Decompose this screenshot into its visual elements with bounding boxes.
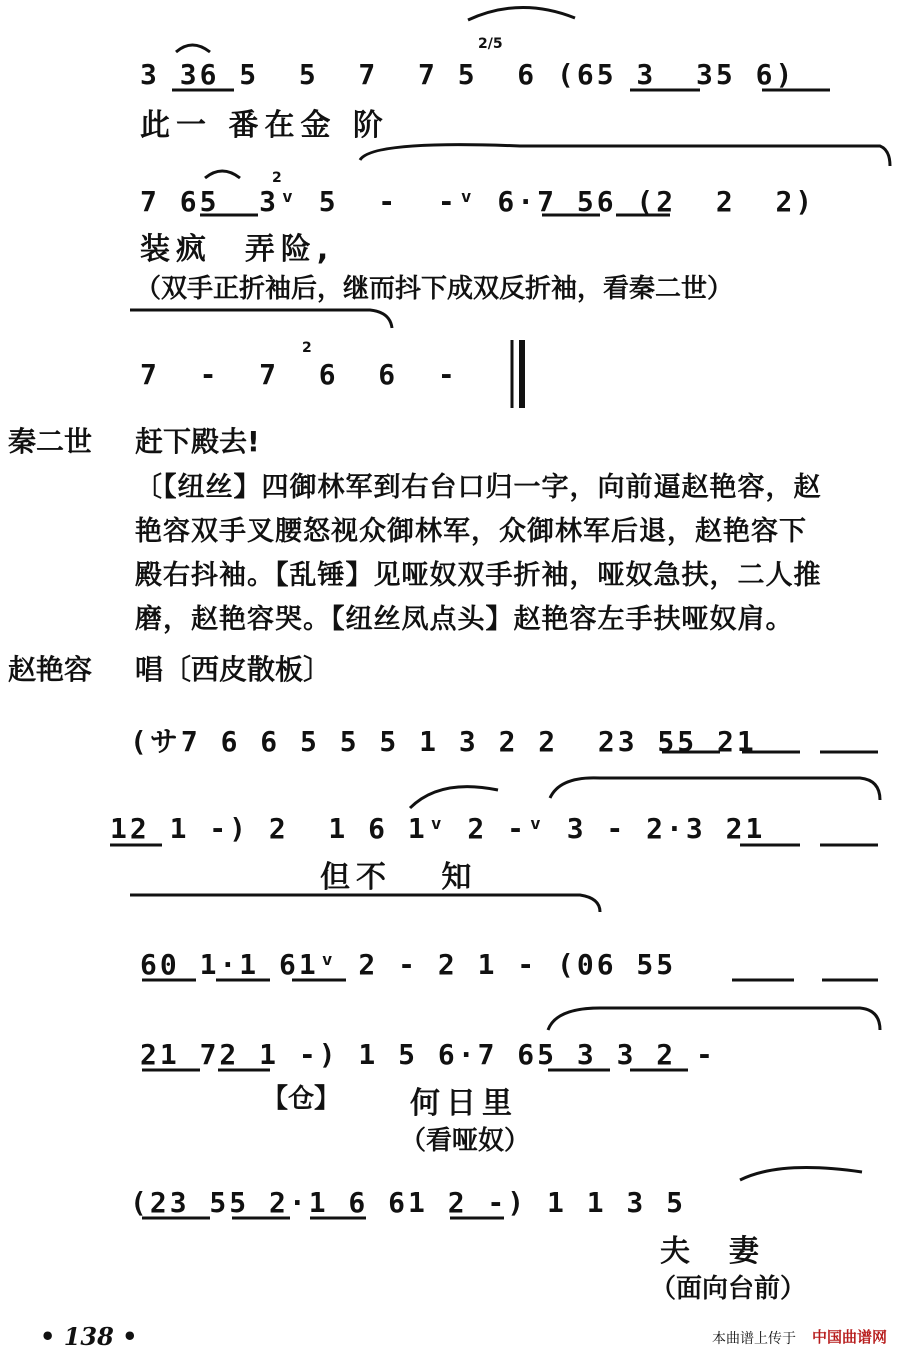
grace-note-3: 2 bbox=[302, 340, 312, 356]
lyric-line-1: 此一 番在金 阶 bbox=[140, 108, 389, 143]
direction-line-4: 磨，赵艳容哭。【纽丝凤点头】赵艳容左手扶哑奴肩。 bbox=[135, 604, 794, 635]
speaker-qin-ershi: 秦二世 bbox=[8, 425, 93, 458]
slur-6 bbox=[410, 787, 498, 808]
grace-note-1: 2/5 bbox=[478, 36, 503, 52]
notation-line-7: 21 72 1 -) 1 5 6·7 65 3 3 2 - bbox=[140, 1038, 716, 1071]
lyric-line-7: 何日里 bbox=[410, 1086, 518, 1121]
site-logo: 中国曲谱网 bbox=[812, 1328, 888, 1346]
direction-line-1: 〔【纽丝】四御林军到右台口归一字，向前逼赵艳容，赵 bbox=[135, 472, 822, 503]
notation-line-8: (23 55 2·1 6 61 2 -) 1 1 3 5 bbox=[130, 1186, 687, 1219]
grace-note-2: 2 bbox=[272, 170, 282, 186]
percussion-mark: 【仓】 bbox=[262, 1084, 341, 1114]
dialogue-line-1: 赶下殿去! bbox=[135, 425, 260, 458]
upload-credit: 本曲谱上传于 bbox=[712, 1331, 796, 1347]
lyric-line-2: 装疯 弄险, bbox=[140, 232, 335, 267]
slur-4 bbox=[205, 171, 240, 178]
stage-direction-2: （看哑奴） bbox=[400, 1126, 531, 1156]
notation-line-5: 12 1 -) 2 1 6 1ᵛ 2 -ᵛ 3 - 2·3 21 bbox=[110, 812, 766, 845]
slur-2 bbox=[176, 45, 210, 52]
slur-5 bbox=[130, 310, 392, 328]
page-number: • 138 • bbox=[40, 1322, 138, 1351]
notation-line-1: 3 36 5 5 7 7 5 6 (65 3 35 6) bbox=[140, 58, 796, 91]
slur-3 bbox=[360, 145, 890, 166]
slur-7 bbox=[550, 778, 880, 800]
notation-line-2: 7 65 3ᵛ 5 - -ᵛ 6·7 56 (2 2 2) bbox=[140, 185, 816, 218]
dialogue-line-2: 唱〔西皮散板〕 bbox=[135, 653, 332, 686]
notation-line-6: 60 1·1 61ᵛ 2 - 2 1 - (06 55 bbox=[140, 948, 677, 981]
slur-8 bbox=[130, 895, 600, 912]
slur-10 bbox=[740, 1168, 862, 1181]
notation-line-4: (サ7 6 6 5 5 5 1 3 2 2 23 55 21 bbox=[130, 725, 757, 758]
stage-direction-3: （面向台前） bbox=[650, 1274, 807, 1304]
direction-line-3: 殿右抖袖。【乱锤】见哑奴双手折袖，哑奴急扶，二人推 bbox=[135, 560, 822, 591]
lyric-line-5: 但不 知 bbox=[320, 860, 478, 895]
slur-9 bbox=[548, 1008, 880, 1030]
stage-direction-1: （双手正折袖后，继而抖下成双反折袖，看秦二世） bbox=[135, 274, 734, 304]
direction-line-2: 艳容双手叉腰怒视众御林军，众御林军后退，赵艳容下 bbox=[135, 516, 807, 547]
speaker-zhao-yanrong: 赵艳容 bbox=[8, 653, 93, 686]
lyric-line-8: 夫 妻 bbox=[660, 1234, 765, 1269]
notation-line-3: 7 - 7 6 6 - bbox=[140, 358, 458, 391]
slur-top-1 bbox=[468, 7, 575, 20]
